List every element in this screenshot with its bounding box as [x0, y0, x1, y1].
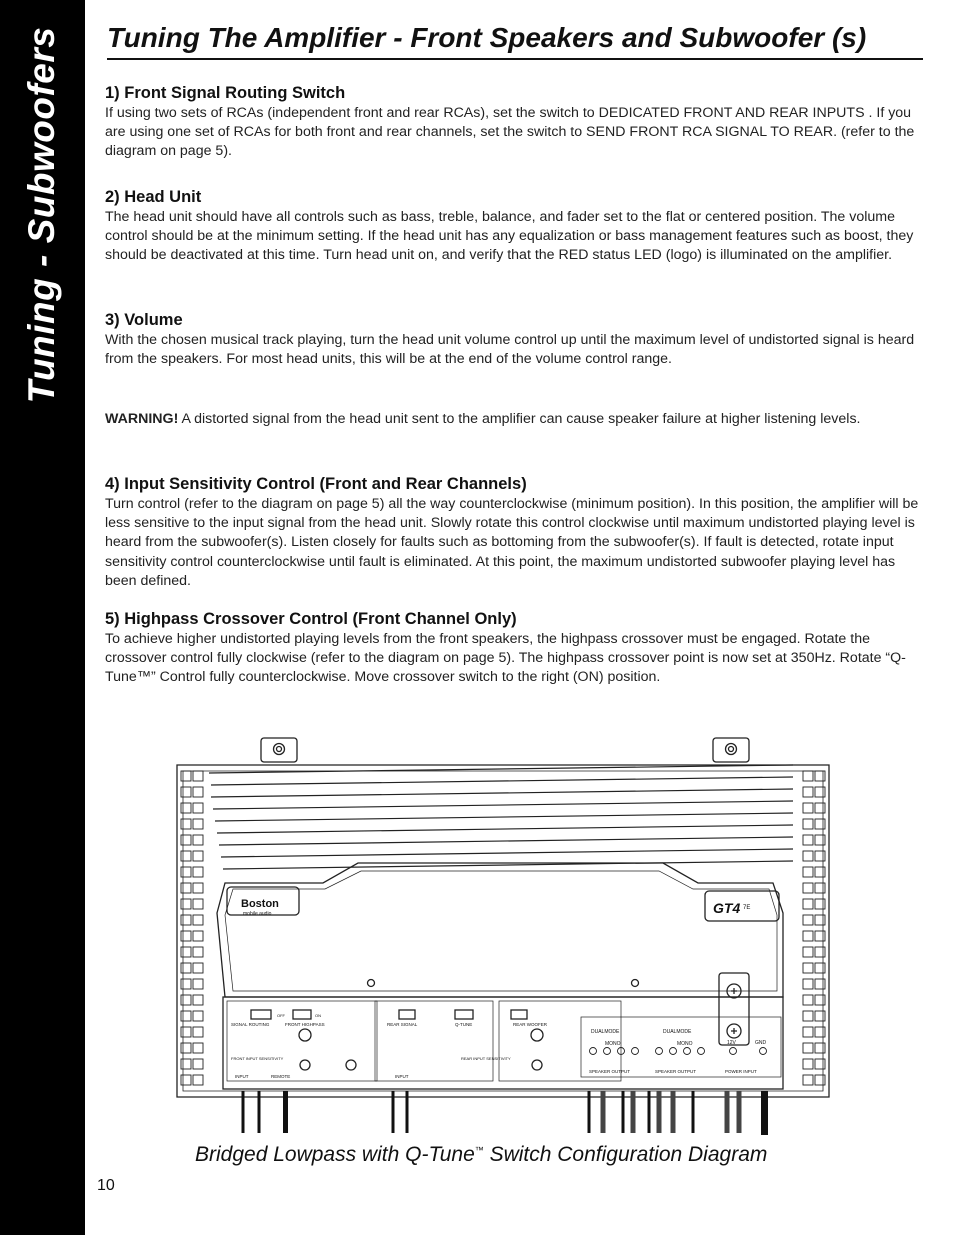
label-rear-woofer: REAR WOOFER [513, 1022, 548, 1027]
caption-rest: Switch Configuration Diagram [483, 1143, 768, 1166]
brand-text: Boston [241, 898, 279, 910]
section-heading: 2) Head Unit [105, 188, 202, 206]
label-dualmode-2: DUALMODE [663, 1029, 692, 1035]
model-text: GT4 [713, 900, 741, 916]
section-body: To achieve higher undistorted playing levels from the front speakers, the highpass crossover must be engaged. Rotate the crossover control fully clockwise (refer to the diagram on page 5). The highpass crossover point is now set at 350Hz. Rotate “Q-Tune™” Control fully counterclockwise. Move crossover switch to the right (ON) position. [105, 631, 906, 686]
label-front-sensitivity: FRONT INPUT SENSITIVITY [231, 1056, 284, 1061]
title-rule [107, 58, 923, 60]
warning-label: WARNING! [105, 411, 179, 427]
label-mono-1: MONO [605, 1041, 621, 1047]
label-gnd: GND [755, 1040, 767, 1046]
caption-tm: ™ [474, 1145, 484, 1155]
warning-paragraph [105, 409, 860, 430]
label-dualmode-1: DUALMODE [591, 1029, 620, 1035]
label-on: ON [315, 1013, 321, 1018]
section-heading: 3) Volume [105, 311, 183, 329]
section-heading: 1) Front Signal Routing Switch [105, 84, 346, 102]
section-body: Turn control (refer to the diagram on page 5) all the way counterclockwise (minimum position). In this position, the amplifier will be less sensitive to the input signal from the head unit. Slowly rotate this control clockwise until maximum undistorted playing level is heard from the subwoofer(s). Listen closely for faults such as bottoming from the subwoofer(s). If fault is detected, rotate input sensitivity control counterclockwise until fault is eliminated. At this point, the maximum undistorted subwoofer playing level has been defined. [105, 496, 919, 589]
label-remote: REMOTE [271, 1074, 291, 1079]
label-off: OFF [277, 1013, 285, 1018]
section-heading: 4) Input Sensitivity Control (Front and Rear Channels) [105, 475, 527, 493]
section-volume [105, 309, 925, 369]
section-highpass-crossover [105, 608, 925, 688]
label-power-input: POWER INPUT [725, 1069, 757, 1074]
label-q-tune: Q-TUNE [455, 1022, 473, 1027]
label-mono-2: MONO [677, 1041, 693, 1047]
label-rear-sensitivity: REAR INPUT SENSITIVITY [461, 1056, 511, 1061]
section-heading: 5) Highpass Crossover Control (Front Channel Only) [105, 610, 517, 628]
brand-subtext: mobile audio [243, 911, 272, 917]
page-title: Tuning The Amplifier - Front Speakers and Subwoofer (s) [107, 22, 867, 53]
section-body: The head unit should have all controls such as bass, treble, balance, and fader set to the flat or centered position. The volume control should be at the minimum setting. If the head unit has any equalization or bass management features such as boost, they should be deactivated at this time. Turn head unit on, and verify that the RED status LED (logo) is illuminated on the amplifier. [105, 209, 914, 264]
amplifier-diagram [173, 735, 833, 1135]
section-body: With the chosen musical track playing, turn the head unit volume control up until the maximum level of undistorted signal is heard from the speakers. For most head units, this will be at the end of the volume control range. [105, 332, 915, 368]
label-speaker-output-2: SPEAKER OUTPUT [655, 1069, 697, 1074]
section-front-signal-routing [105, 82, 925, 162]
label-input-1: INPUT [235, 1074, 249, 1079]
label-front-routing: SIGNAL ROUTING [231, 1022, 270, 1027]
label-front-highpass: FRONT HIGHPASS [285, 1022, 325, 1027]
section-body: If using two sets of RCAs (independent front and rear RCAs), set the switch to DEDICATED FRONT AND REAR INPUTS . If you are using one set of RCAs for both front and rear channels, set the switch to SEND FRONT RCA SIGNAL TO REAR. (refer to the diagram on page 5). [105, 105, 915, 160]
model-suffix-text: 7E [743, 905, 751, 911]
label-12v: 12V [727, 1040, 736, 1046]
label-speaker-output-1: SPEAKER OUTPUT [589, 1069, 631, 1074]
sidebar [0, 0, 85, 1235]
label-input-2: INPUT [395, 1074, 409, 1079]
label-rear-signal: REAR SIGNAL [387, 1022, 418, 1027]
section-head-unit [105, 186, 925, 266]
section-input-sensitivity [105, 473, 925, 591]
page-number: 10 [97, 1177, 115, 1194]
diagram-caption [195, 1143, 767, 1167]
sidebar-label: Tuning - Subwoofers [21, 26, 62, 404]
warning-text: A distorted signal from the head unit sent to the amplifier can cause speaker failure at higher listening levels. [178, 411, 861, 427]
caption-main: Bridged Lowpass with Q-Tune [195, 1143, 475, 1166]
